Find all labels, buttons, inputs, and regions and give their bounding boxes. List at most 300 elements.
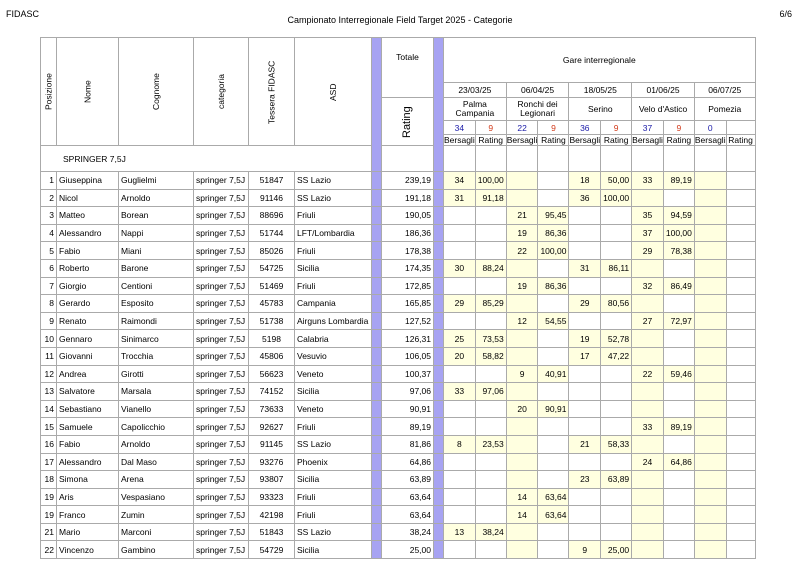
cell-rating: 86,36 [538, 224, 569, 242]
cell-rating [475, 471, 506, 489]
cell-bersagli: 19 [506, 224, 538, 242]
cell-bersagli: 8 [444, 435, 476, 453]
cell-tessera: 51469 [249, 277, 295, 295]
cell-categoria: springer 7,5J [194, 506, 249, 524]
cell-bersagli [694, 400, 726, 418]
cell-posizione: 18 [41, 471, 57, 489]
cell-nome: Aris [57, 488, 119, 506]
cell-bersagli [506, 523, 538, 541]
cell-bersagli [506, 259, 538, 277]
cell-rating: 100,00 [475, 172, 506, 190]
cell-rating [663, 330, 694, 348]
empty-cell [694, 146, 726, 172]
cell-rating [601, 312, 632, 330]
sub-rating: Rating [601, 135, 632, 146]
cell-bersagli [694, 224, 726, 242]
org-name: FIDASC [6, 9, 40, 19]
cell-categoria: springer 7,5J [194, 312, 249, 330]
cell-bersagli [694, 277, 726, 295]
cell-cognome: Arena [119, 471, 194, 489]
cell-tessera: 5198 [249, 330, 295, 348]
cell-categoria: springer 7,5J [194, 488, 249, 506]
cell-rating: 100,00 [601, 189, 632, 207]
cell-categoria: springer 7,5J [194, 172, 249, 190]
cell-rating [663, 541, 694, 559]
cell-bersagli: 29 [632, 242, 664, 260]
cell-posizione: 13 [41, 383, 57, 401]
cell-asd: Friuli [295, 506, 372, 524]
cell-rating [538, 259, 569, 277]
cell-categoria: springer 7,5J [194, 400, 249, 418]
cell-cognome: Arnoldo [119, 189, 194, 207]
cell-totale: 63,64 [382, 506, 434, 524]
sub-rating: Rating [663, 135, 694, 146]
cell-bersagli: 13 [444, 523, 476, 541]
divider-left [372, 38, 382, 172]
cell-posizione: 19 [41, 506, 57, 524]
cell-bersagli [569, 400, 601, 418]
cell-bersagli [569, 365, 601, 383]
sub-rating: Rating [538, 135, 569, 146]
cell-rating [475, 277, 506, 295]
gara-date: 18/05/25 [569, 83, 632, 98]
cell-asd: Sicilia [295, 471, 372, 489]
cell-totale: 239,19 [382, 172, 434, 190]
empty-cell [569, 146, 601, 172]
divider-left-cell [372, 383, 382, 401]
cell-bersagli: 33 [444, 383, 476, 401]
cell-bersagli: 22 [632, 365, 664, 383]
cell-bersagli [694, 207, 726, 225]
table-row [41, 435, 756, 453]
divider-right-cell [434, 523, 444, 541]
divider-right-cell [434, 312, 444, 330]
cell-bersagli: 12 [506, 312, 538, 330]
divider-right [434, 38, 444, 172]
cell-cognome: Marconi [119, 523, 194, 541]
gara-location: Palma Campania [444, 98, 507, 121]
cell-rating: 23,53 [475, 435, 506, 453]
cell-bersagli: 9 [506, 365, 538, 383]
section-title: SPRINGER 7,5J [41, 146, 372, 172]
gara-location: Serino [569, 98, 632, 121]
divider-right-cell [434, 453, 444, 471]
cell-bersagli [632, 330, 664, 348]
cell-nome: Fabio [57, 242, 119, 260]
cell-tessera: 93323 [249, 488, 295, 506]
cell-rating: 40,91 [538, 365, 569, 383]
divider-left-cell [372, 506, 382, 524]
divider-right-cell [434, 277, 444, 295]
cell-cognome: Borean [119, 207, 194, 225]
cell-rating [663, 383, 694, 401]
cell-posizione: 19 [41, 488, 57, 506]
cell-totale: 89,19 [382, 418, 434, 436]
cell-rating [475, 207, 506, 225]
cell-bersagli [444, 541, 476, 559]
cell-categoria: springer 7,5J [194, 471, 249, 489]
cell-rating: 63,89 [601, 471, 632, 489]
gara-target-count: 22 [506, 121, 538, 135]
gara-target-count: 0 [694, 121, 726, 135]
cell-cognome: Trocchia [119, 347, 194, 365]
ranking-table [40, 37, 756, 559]
cell-bersagli [506, 418, 538, 436]
cell-asd: Veneto [295, 400, 372, 418]
gara-date: 01/06/25 [632, 83, 695, 98]
cell-asd: Sicilia [295, 541, 372, 559]
cell-rating [726, 207, 755, 225]
cell-categoria: springer 7,5J [194, 347, 249, 365]
cell-posizione: 16 [41, 435, 57, 453]
cell-nome: Franco [57, 506, 119, 524]
cell-rating [475, 541, 506, 559]
divider-left-cell [372, 295, 382, 313]
gara-date: 23/03/25 [444, 83, 507, 98]
cell-bersagli [569, 506, 601, 524]
cell-tessera: 91146 [249, 189, 295, 207]
cell-posizione: 5 [41, 242, 57, 260]
cell-rating [726, 400, 755, 418]
cell-rating [726, 277, 755, 295]
empty-cell [506, 146, 538, 172]
cell-categoria: springer 7,5J [194, 207, 249, 225]
cell-totale: 106,05 [382, 347, 434, 365]
cell-bersagli [632, 400, 664, 418]
cell-rating [601, 224, 632, 242]
cell-rating [538, 347, 569, 365]
cell-totale: 38,24 [382, 523, 434, 541]
cell-bersagli [569, 488, 601, 506]
cell-bersagli: 21 [569, 435, 601, 453]
cell-bersagli [569, 312, 601, 330]
cell-asd: SS Lazio [295, 435, 372, 453]
divider-left-cell [372, 207, 382, 225]
cell-tessera: 51738 [249, 312, 295, 330]
gara-date: 06/04/25 [506, 83, 569, 98]
cell-rating [475, 400, 506, 418]
cell-rating: 85,29 [475, 295, 506, 313]
cell-rating [601, 207, 632, 225]
cell-bersagli [632, 295, 664, 313]
cell-rating: 90,91 [538, 400, 569, 418]
cell-rating [663, 259, 694, 277]
table-row [41, 541, 756, 559]
cell-tessera: 93276 [249, 453, 295, 471]
cell-categoria: springer 7,5J [194, 242, 249, 260]
cell-bersagli [506, 330, 538, 348]
cell-bersagli: 19 [569, 330, 601, 348]
cell-rating [475, 224, 506, 242]
divider-right-cell [434, 347, 444, 365]
divider-left-cell [372, 400, 382, 418]
cell-totale: 165,85 [382, 295, 434, 313]
cell-cognome: Esposito [119, 295, 194, 313]
cell-bersagli [694, 259, 726, 277]
cell-cognome: Raimondi [119, 312, 194, 330]
cell-cognome: Sinimarco [119, 330, 194, 348]
cell-rating [663, 295, 694, 313]
cell-asd: SS Lazio [295, 189, 372, 207]
cell-bersagli [569, 224, 601, 242]
cell-rating [601, 418, 632, 436]
gara-nine: 9 [475, 121, 506, 135]
cell-posizione: 21 [41, 523, 57, 541]
cell-rating [475, 506, 506, 524]
cell-bersagli [506, 471, 538, 489]
gara-date: 06/07/25 [694, 83, 755, 98]
cell-categoria: springer 7,5J [194, 418, 249, 436]
cell-bersagli [444, 506, 476, 524]
cell-bersagli [694, 172, 726, 190]
table-row [41, 172, 756, 190]
divider-left-cell [372, 189, 382, 207]
cell-totale: 172,85 [382, 277, 434, 295]
cell-rating [726, 224, 755, 242]
cell-posizione: 17 [41, 453, 57, 471]
cell-rating [475, 453, 506, 471]
sub-bersagli: Bersagli [569, 135, 601, 145]
divider-right-cell [434, 383, 444, 401]
cell-bersagli: 14 [506, 488, 538, 506]
cell-categoria: springer 7,5J [194, 295, 249, 313]
cell-bersagli [444, 242, 476, 260]
cell-nome: Samuele [57, 418, 119, 436]
cell-bersagli [506, 295, 538, 313]
cell-asd: Sicilia [295, 259, 372, 277]
cell-posizione: 6 [41, 259, 57, 277]
cell-bersagli [694, 189, 726, 207]
cell-bersagli [569, 418, 601, 436]
cell-bersagli: 20 [444, 347, 476, 365]
page-title: Campionato Interregionale Field Target 2025 - Categorie [287, 15, 513, 25]
cell-rating [475, 418, 506, 436]
cell-bersagli [694, 541, 726, 559]
cell-tessera: 54729 [249, 541, 295, 559]
table-row [41, 488, 756, 506]
cell-bersagli [444, 207, 476, 225]
cell-categoria: springer 7,5J [194, 330, 249, 348]
cell-asd: Friuli [295, 277, 372, 295]
cell-bersagli: 37 [632, 224, 664, 242]
cell-totale: 191,18 [382, 189, 434, 207]
cell-bersagli [694, 347, 726, 365]
cell-tessera: 51744 [249, 224, 295, 242]
cell-rating: 73,53 [475, 330, 506, 348]
cell-rating [601, 383, 632, 401]
divider-right-cell [434, 488, 444, 506]
cell-tessera: 88696 [249, 207, 295, 225]
cell-rating [726, 453, 755, 471]
cell-rating: 54,55 [538, 312, 569, 330]
table-row [41, 400, 756, 418]
col-rating: Rating [382, 98, 434, 146]
cell-bersagli [632, 541, 664, 559]
cell-bersagli: 27 [632, 312, 664, 330]
cell-bersagli [694, 365, 726, 383]
cell-bersagli: 33 [632, 172, 664, 190]
col-nome: Nome [57, 38, 119, 146]
cell-bersagli [632, 506, 664, 524]
sub-rating: Rating [475, 135, 506, 146]
cell-posizione: 1 [41, 172, 57, 190]
cell-bersagli: 20 [506, 400, 538, 418]
cell-bersagli: 14 [506, 506, 538, 524]
cell-rating: 52,78 [601, 330, 632, 348]
cell-cognome: Arnoldo [119, 435, 194, 453]
cell-rating [726, 347, 755, 365]
cell-asd: SS Lazio [295, 523, 372, 541]
cell-totale: 174,35 [382, 259, 434, 277]
cell-nome: Mario [57, 523, 119, 541]
gara-target-count: 37 [632, 121, 664, 135]
cell-cognome: Centioni [119, 277, 194, 295]
col-totale: Totale [382, 38, 434, 98]
empty-cell [538, 146, 569, 172]
cell-rating [601, 365, 632, 383]
empty-cell [726, 146, 755, 172]
sub-bersagli: Bersagli [506, 135, 538, 145]
cell-bersagli: 36 [569, 189, 601, 207]
divider-right-cell [434, 506, 444, 524]
cell-bersagli [632, 259, 664, 277]
cell-rating [663, 488, 694, 506]
cell-bersagli [506, 383, 538, 401]
cell-bersagli [694, 435, 726, 453]
cell-rating [663, 471, 694, 489]
cell-bersagli [444, 471, 476, 489]
divider-left-cell [372, 259, 382, 277]
cell-totale: 25,00 [382, 541, 434, 559]
sub-bersagli: Bersagli [632, 135, 663, 145]
divider-left-cell [372, 224, 382, 242]
divider-right-cell [434, 224, 444, 242]
cell-asd: Friuli [295, 242, 372, 260]
cell-rating: 50,00 [601, 172, 632, 190]
table-row [41, 418, 756, 436]
cell-rating [538, 330, 569, 348]
cell-tessera: 45806 [249, 347, 295, 365]
empty-cell [663, 146, 694, 172]
cell-categoria: springer 7,5J [194, 453, 249, 471]
cell-nome: Matteo [57, 207, 119, 225]
cell-bersagli: 34 [444, 172, 476, 190]
cell-totale: 63,89 [382, 471, 434, 489]
gara-nine: 9 [663, 121, 694, 135]
cell-rating: 25,00 [601, 541, 632, 559]
gara-nine: 9 [601, 121, 632, 135]
table-row [41, 523, 756, 541]
table-row [41, 312, 756, 330]
cell-rating [663, 400, 694, 418]
sub-bersagli: Bersagli [444, 135, 475, 145]
divider-right-cell [434, 365, 444, 383]
cell-rating [538, 172, 569, 190]
cell-rating [538, 453, 569, 471]
cell-nome: Gerardo [57, 295, 119, 313]
cell-posizione: 11 [41, 347, 57, 365]
cell-rating: 78,38 [663, 242, 694, 260]
cell-asd: Friuli [295, 207, 372, 225]
col-cognome: Cognome [119, 38, 194, 146]
cell-nome: Salvatore [57, 383, 119, 401]
cell-bersagli: 29 [569, 295, 601, 313]
cell-asd: Phoenix [295, 453, 372, 471]
cell-cognome: Nappi [119, 224, 194, 242]
cell-asd: Veneto [295, 365, 372, 383]
cell-bersagli: 18 [569, 172, 601, 190]
divider-left-cell [372, 418, 382, 436]
divider-left-cell [372, 242, 382, 260]
cell-tessera: 42198 [249, 506, 295, 524]
cell-rating [601, 277, 632, 295]
cell-rating: 86,49 [663, 277, 694, 295]
cell-rating [726, 365, 755, 383]
cell-nome: Alessandro [57, 224, 119, 242]
cell-rating [538, 541, 569, 559]
cell-rating: 80,56 [601, 295, 632, 313]
cell-bersagli: 29 [444, 295, 476, 313]
divider-left-cell [372, 453, 382, 471]
cell-rating: 94,59 [663, 207, 694, 225]
gare-header: Gare interregionale [444, 38, 756, 83]
cell-rating [726, 523, 755, 541]
cell-bersagli [569, 383, 601, 401]
cell-rating: 86,11 [601, 259, 632, 277]
cell-tessera: 51847 [249, 172, 295, 190]
cell-rating [726, 488, 755, 506]
cell-rating [663, 189, 694, 207]
cell-asd: LFT/Lombardia [295, 224, 372, 242]
divider-left-cell [372, 347, 382, 365]
table-row [41, 277, 756, 295]
cell-bersagli [632, 347, 664, 365]
cell-rating [726, 295, 755, 313]
cell-tessera: 51843 [249, 523, 295, 541]
cell-totale: 190,05 [382, 207, 434, 225]
cell-nome: Giorgio [57, 277, 119, 295]
cell-asd: Campania [295, 295, 372, 313]
cell-rating [601, 242, 632, 260]
cell-posizione: 22 [41, 541, 57, 559]
divider-right-cell [434, 172, 444, 190]
divider-left-cell [372, 330, 382, 348]
cell-bersagli [632, 383, 664, 401]
cell-bersagli [506, 172, 538, 190]
table-row [41, 506, 756, 524]
cell-totale: 63,64 [382, 488, 434, 506]
cell-bersagli [569, 277, 601, 295]
cell-rating [538, 523, 569, 541]
cell-bersagli: 19 [506, 277, 538, 295]
divider-right-cell [434, 242, 444, 260]
col-posizione: Posizione [41, 38, 57, 146]
cell-rating: 100,00 [538, 242, 569, 260]
cell-bersagli: 31 [444, 189, 476, 207]
cell-rating [726, 506, 755, 524]
cell-categoria: springer 7,5J [194, 259, 249, 277]
cell-bersagli [506, 347, 538, 365]
cell-rating [726, 242, 755, 260]
cell-asd: Calabria [295, 330, 372, 348]
cell-rating [726, 259, 755, 277]
divider-left-cell [372, 523, 382, 541]
cell-bersagli [694, 453, 726, 471]
divider-left-cell [372, 312, 382, 330]
divider-right-cell [434, 471, 444, 489]
cell-cognome: Miani [119, 242, 194, 260]
cell-bersagli [506, 189, 538, 207]
